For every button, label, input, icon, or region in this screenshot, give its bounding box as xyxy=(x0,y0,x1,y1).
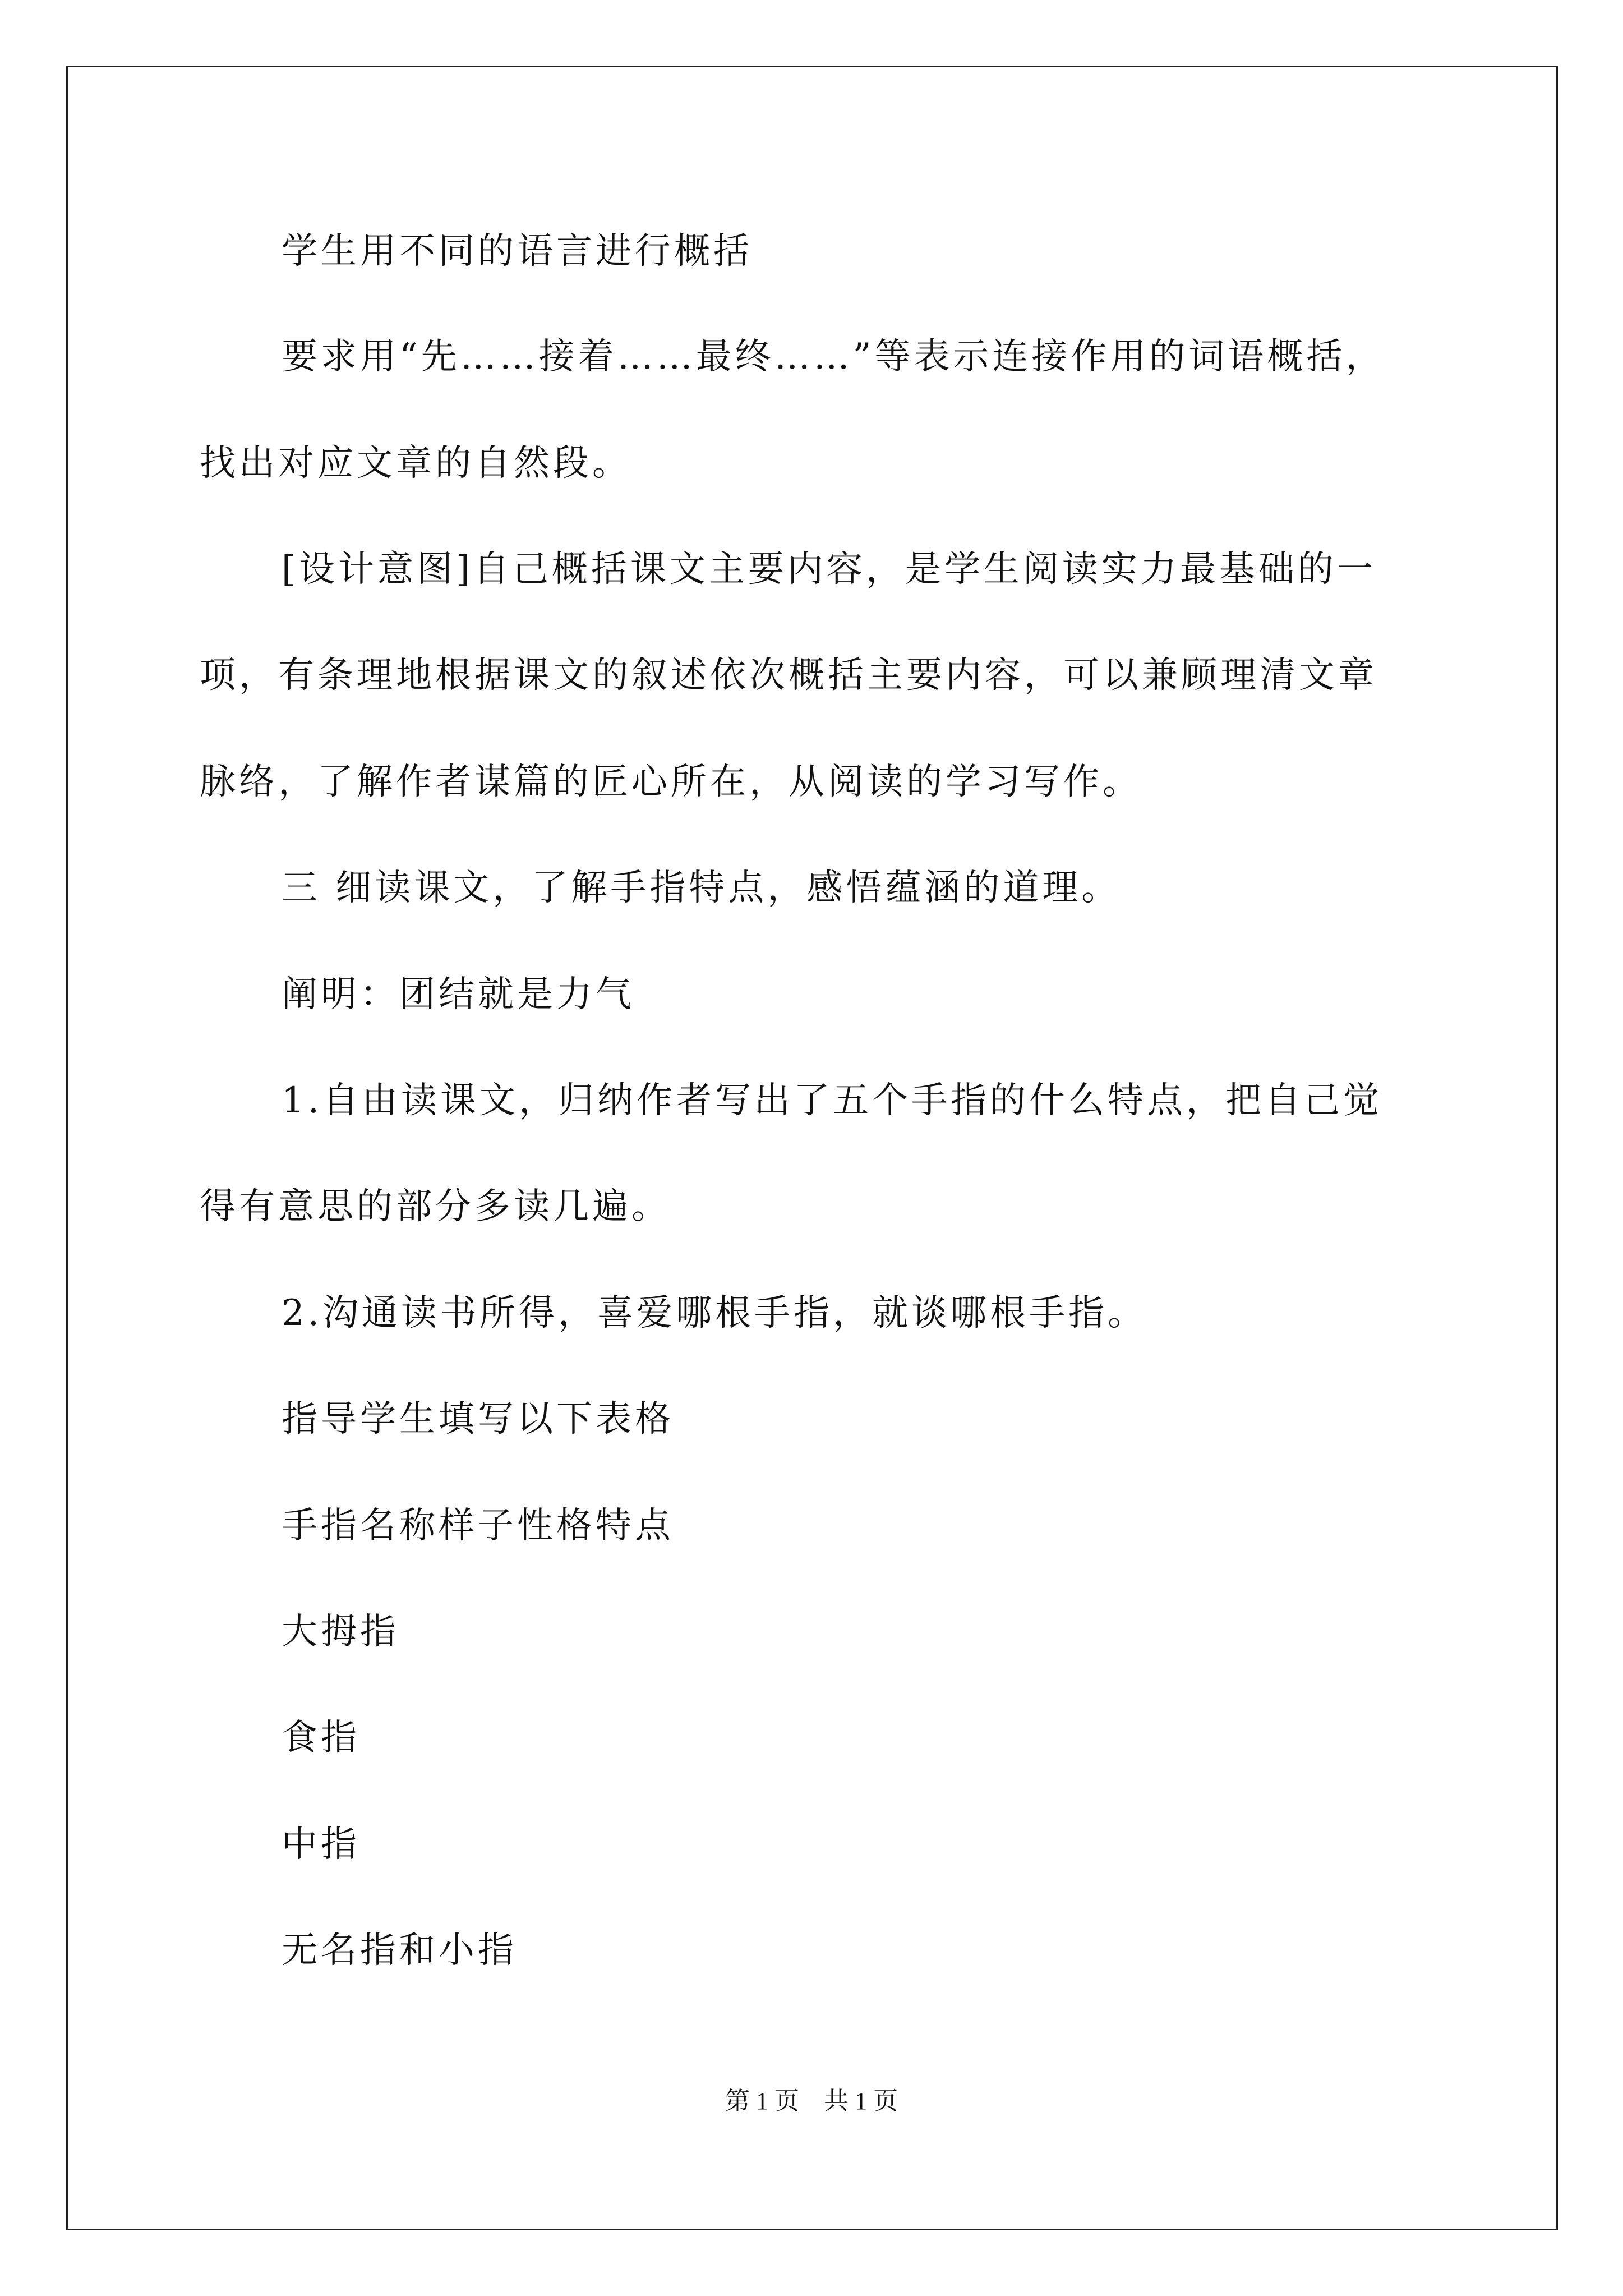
table-row-label: 食指 xyxy=(282,1717,360,1759)
paragraph-line: 找出对应文章的自然段。 xyxy=(200,443,631,484)
paragraph-line: 脉络，了解作者谋篇的匠心所在，从阅读的学习写作。 xyxy=(200,761,1142,803)
paragraph-line: 阐明：团结就是力气 xyxy=(282,974,635,1015)
paragraph-line: 得有意思的部分多读几遍。 xyxy=(200,1186,671,1227)
paragraph-line: 2.沟通读书所得，喜爱哪根手指，就谈哪根手指。 xyxy=(282,1292,1147,1334)
page-footer: 第 1 页 共 1 页 xyxy=(725,2087,898,2115)
table-header-line: 手指名称样子性格特点 xyxy=(282,1505,674,1547)
paragraph-line: 要求用“先……接着……最终……”等表示连接作用的词语概括， xyxy=(282,336,1385,378)
paragraph-line: 指导学生填写以下表格 xyxy=(282,1398,674,1440)
paragraph-line: 项，有条理地根据课文的叙述依次概括主要内容，可以兼顾理清文章 xyxy=(200,655,1377,696)
paragraph-line: [设计意图]自己概括课文主要内容，是学生阅读实力最基础的一 xyxy=(282,549,1376,590)
table-row-label: 大拇指 xyxy=(282,1611,399,1653)
section-heading: 三 细读课文，了解手指特点，感悟蕴涵的道理。 xyxy=(282,867,1121,909)
table-row-label: 无名指和小指 xyxy=(282,1930,517,1971)
paragraph-line: 学生用不同的语言进行概括 xyxy=(282,231,753,272)
table-row-label: 中指 xyxy=(282,1824,360,1865)
paragraph-line: 1.自由读课文，归纳作者写出了五个手指的什么特点，把自己觉 xyxy=(282,1080,1383,1121)
